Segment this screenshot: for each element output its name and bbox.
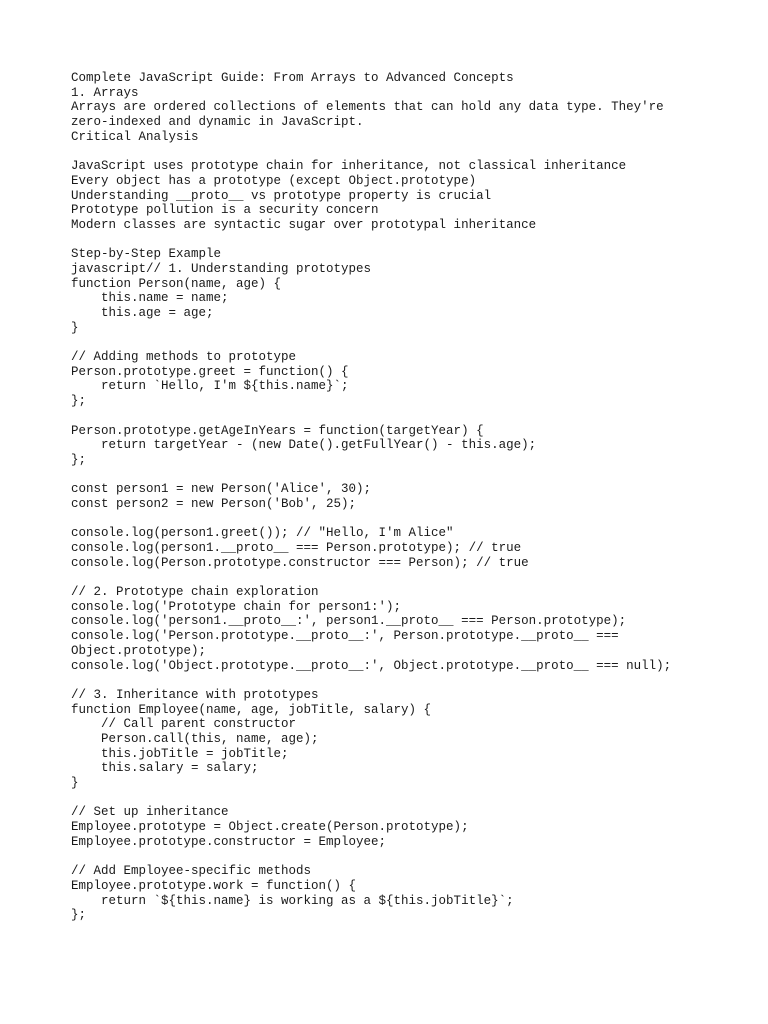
code-line: console.log(person1.__proto__ === Person.prototype); // true <box>71 541 522 555</box>
code-line: return `${this.name} is working as a ${this.jobTitle}`; <box>71 893 514 908</box>
blank-line <box>71 409 761 424</box>
analysis-point: Understanding __proto__ vs prototype property is crucial <box>71 188 492 203</box>
analysis-point: Every object has a prototype (except Object.prototype) <box>71 173 477 188</box>
document-page <box>71 71 761 923</box>
code-line: Person.prototype.getAgeInYears = function(targetYear) { <box>71 423 484 438</box>
code-line: this.jobTitle = jobTitle; <box>71 746 289 761</box>
code-line: return targetYear - (new Date().getFullYear() - this.age); <box>71 438 537 453</box>
blank-line <box>71 144 761 159</box>
code-line: function Person(name, age) { <box>71 276 282 291</box>
code-line: } <box>71 776 79 790</box>
body-text: Arrays are ordered collections of elements that can hold any data type. They're <box>71 100 664 115</box>
code-comment: // Adding methods to prototype <box>71 350 297 365</box>
code-line: function Employee(name, age, jobTitle, salary) { <box>71 702 432 717</box>
blank-line <box>71 849 761 864</box>
blank-line <box>71 673 761 688</box>
section-heading: 1. Arrays <box>71 85 139 100</box>
code-line: Person.call(this, name, age); <box>71 731 319 746</box>
code-comment: // Set up inheritance <box>71 805 229 820</box>
code-line: this.name = name; <box>71 291 229 306</box>
analysis-point: JavaScript uses prototype chain for inheritance, not classical inheritance <box>71 159 627 174</box>
code-line: console.log('Object.prototype.__proto__:', Object.prototype.__proto__ === null); <box>71 658 672 673</box>
code-line: const person2 = new Person('Bob', 25); <box>71 496 357 511</box>
code-line: }; <box>71 908 87 923</box>
code-comment: // Add Employee-specific methods <box>71 864 312 879</box>
blank-line <box>71 468 761 483</box>
code-line: console.log(person1.greet()); // "Hello, I'm Alice" <box>71 526 454 541</box>
blank-line <box>71 570 761 585</box>
code-line: Person.prototype.greet = function() { <box>71 364 349 379</box>
blank-line <box>71 233 761 248</box>
code-line: const person1 = new Person('Alice', 30); <box>71 482 372 497</box>
subsection-heading: Critical Analysis <box>71 129 199 144</box>
code-line: console.log('person1.__proto__:', person1.__proto__ === Person.prototype); <box>71 614 627 629</box>
code-line: javascript// 1. Understanding prototypes <box>71 261 372 276</box>
blank-line <box>71 335 761 350</box>
code-line: console.log('Prototype chain for person1:'); <box>71 599 402 614</box>
code-line: Object.prototype); <box>71 643 207 658</box>
subsection-heading: Step-by-Step Example <box>71 247 222 262</box>
code-comment: // Call parent constructor <box>71 717 297 732</box>
blank-line <box>71 791 761 806</box>
code-line: Employee.prototype = Object.create(Person.prototype); <box>71 820 469 835</box>
document-title: Complete JavaScript Guide: From Arrays to Advanced Concepts <box>71 71 514 85</box>
analysis-point: Prototype pollution is a security concern <box>71 203 379 218</box>
code-line: Employee.prototype.constructor = Employee; <box>71 834 387 849</box>
code-line: this.age = age; <box>71 306 214 320</box>
code-line: return `Hello, I'm ${this.name}`; <box>71 379 349 394</box>
code-line: console.log(Person.prototype.constructor === Person); // true <box>71 555 529 570</box>
code-line: Employee.prototype.work = function() { <box>71 878 357 893</box>
code-line: }; <box>71 452 87 467</box>
body-text: zero-indexed and dynamic in JavaScript. <box>71 115 364 130</box>
code-line: } <box>71 320 79 335</box>
code-line: console.log('Person.prototype.__proto__:', Person.prototype.__proto__ === <box>71 629 619 644</box>
code-comment: // 2. Prototype chain exploration <box>71 585 319 600</box>
code-line: this.salary = salary; <box>71 761 259 776</box>
code-line: }; <box>71 394 87 409</box>
blank-line <box>71 512 761 527</box>
analysis-point: Modern classes are syntactic sugar over prototypal inheritance <box>71 217 537 232</box>
code-comment: // 3. Inheritance with prototypes <box>71 687 319 702</box>
